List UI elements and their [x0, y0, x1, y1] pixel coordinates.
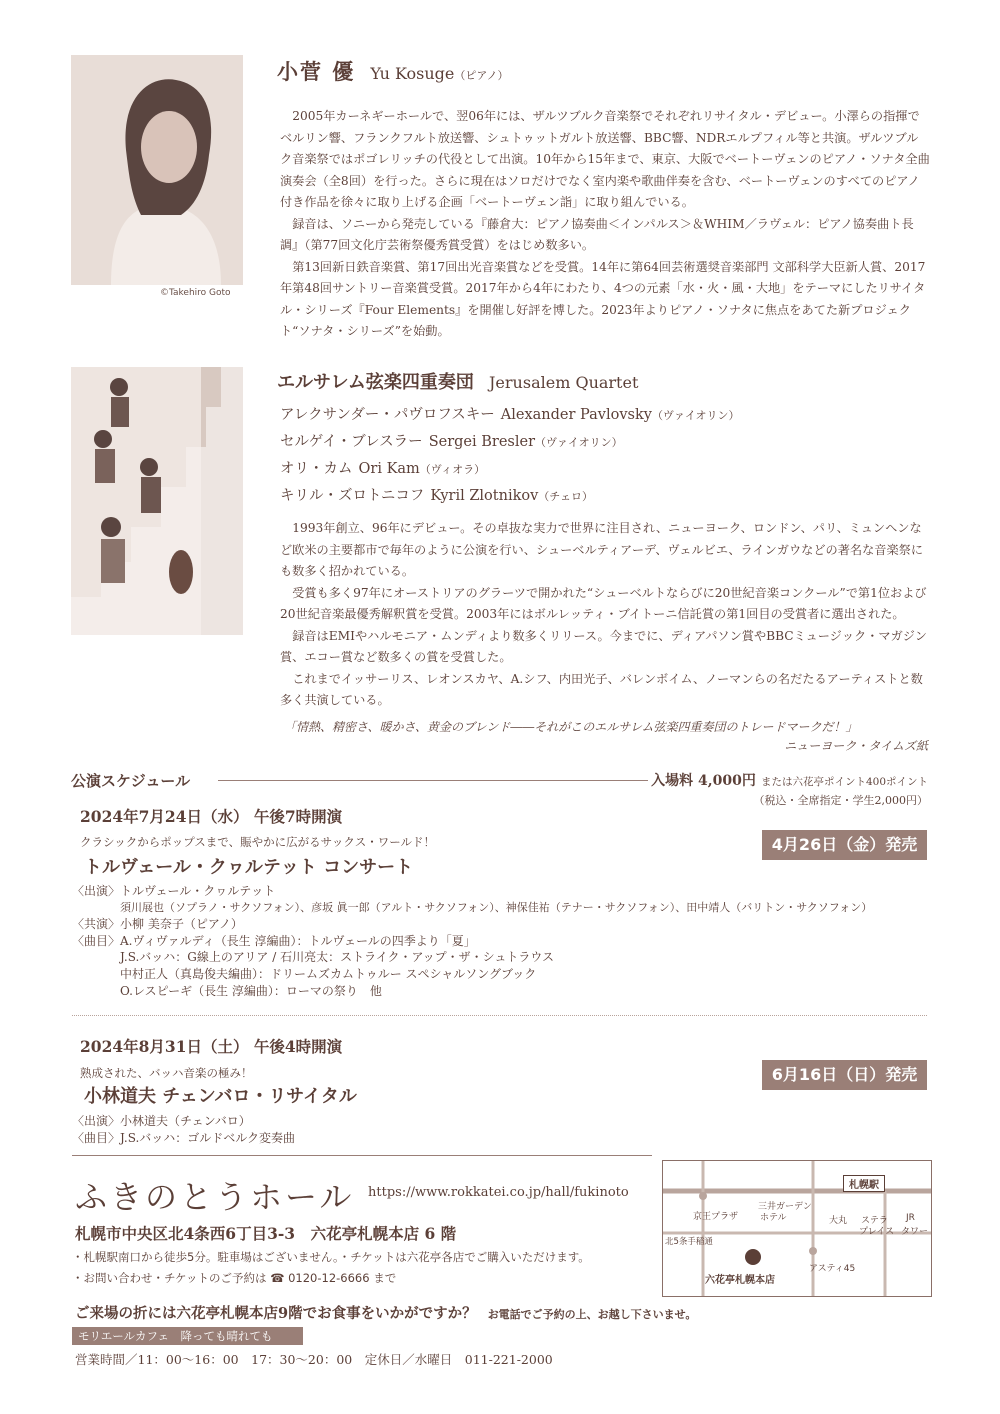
map-label-asty45: アスティ45 — [809, 1264, 856, 1274]
event2-details — [72, 1113, 672, 1146]
jq-bio-p3: 録音はEMIやハルモニア・ムンディより数多くリリース。今までに、ディアパソン賞やBBCミュージック・マガジン賞、エコー賞など数多くの賞を受賞した。 — [280, 628, 927, 664]
price-info — [651, 770, 928, 808]
event2-program: 〈曲目〉J.S.バッハ：ゴルドベルク変奏曲 — [72, 1130, 296, 1145]
venue-access: ・札幌駅南口から徒歩5分。駐車場はございません。・チケットは六花亭各店でご購入いただけます。 — [72, 1250, 590, 1264]
jerusalem-quartet-photo — [71, 367, 243, 635]
member-row — [280, 402, 920, 429]
venue-rule — [72, 1155, 652, 1156]
map-label-jr: JR — [906, 1213, 915, 1223]
event2-tagline: 熟成された、バッハ音楽の極み！ — [80, 1066, 253, 1080]
map-label-hotel: ホテル — [760, 1213, 787, 1223]
member-instrument: （ヴァイオリン） — [651, 409, 740, 422]
jq-members — [280, 402, 920, 510]
member-name-en: Alexander Pavlovsky — [500, 407, 652, 423]
jq-bio-p2: 受賞も多く97年にオーストリアのグラーツで開かれた“シューベルトならびに20世紀音楽コンクール”で第1位および20世紀音楽最優秀解釈賞を受賞。2003年にはボルレッティ・ブイトーニ信託賞の第1回目の受賞者に選出された。 — [280, 585, 927, 621]
quartet-stairs-illustration — [71, 367, 243, 635]
member-instrument: （ヴィオラ） — [419, 463, 486, 476]
cafe-name-badge: モリエールカフェ 降っても晴れても — [72, 1327, 303, 1345]
event1-program: 〈曲目〉A.ヴィヴァルディ（長生 淳編曲）：トルヴェールの四季より「夏」 — [72, 933, 476, 948]
event1-date: 2024年7月24日（水） 午後7時開演 — [80, 807, 343, 826]
price-label: 入場料 4,000円 — [651, 773, 756, 789]
member-name-en: Sergei Bresler — [428, 434, 536, 450]
map-label-kita5: 北5条手稲通 — [665, 1237, 713, 1247]
map-label-keio-plaza: 京王プラザ — [693, 1212, 739, 1222]
jq-quote-source: ニューヨーク・タイムズ紙 — [784, 739, 928, 753]
jq-name-ja: エルサレム弦楽四重奏団 — [277, 372, 474, 393]
schedule-rule — [218, 780, 648, 781]
event1-performer: 〈出演〉トルヴェール・クヮルテット — [72, 884, 276, 898]
event1-members: 須川展也（ソプラノ・サクソフォン）、彦坂 眞一郎（アルト・サクソフォン）、神保佳祐（テナー・サクソフォン）、田中靖人（バリトン・サクソフォン） — [120, 900, 873, 914]
member-name-ja: アレクサンダー・パヴロフスキー — [280, 407, 495, 423]
price-points: または六花亭ポイント400ポイント — [760, 776, 928, 788]
cafe-headline-sub: お電話でご予約の上、お越し下さいませ。 — [487, 1308, 697, 1321]
member-name-ja: セルゲイ・ブレスラー — [280, 434, 423, 450]
yu-bio-p1: 2005年カーネギーホールで、翌06年には、ザルツブルク音楽祭でそれぞれリサイタル・デビュー。小澤らの指揮でベルリン響、フランクフルト放送響、シュトゥットガルト放送響、BBC響、NDRエルプフィル等と共演。ザルツブルク音楽祭ではポゴレリッチの代役として出演。10年から15年まで、東京、大阪でベートーヴェンのピアノ・ソナタ全曲演奏会（全8回）を行った。さらに現在はソロだけでなく室内楽や歌曲伴奏を含む、ベートーヴェンのすべてのピアノ付き作品を徐々に取り上げる企画「ベートーヴェン詣」に取り組んでいる。 — [280, 109, 930, 209]
yu-kosuge-photo — [71, 55, 243, 285]
event1-program-line: 中村正人（真島俊夫編曲）：ドリームズカムトゥルー スペシャルソングブック — [120, 966, 537, 981]
event1-tagline: クラシックからポップスまで、賑やかに広がるサックス・ワールド！ — [80, 835, 436, 849]
yu-heading — [277, 56, 508, 86]
yu-name-ja: 小菅 優 — [277, 59, 356, 84]
member-instrument: （チェロ） — [538, 490, 593, 503]
photo-credit: ©Takehiro Goto — [160, 288, 231, 298]
cafe-headline-row — [75, 1302, 696, 1323]
cafe-headline: ご来場の折には六花亭札幌本店9階でお食事をいかがですか？ — [75, 1305, 477, 1322]
event1-program-line: O.レスピーギ（長生 淳編曲）：ローマの祭り 他 — [120, 983, 382, 998]
event1-details — [72, 883, 932, 999]
event1-program-line: J.S.バッハ：G線上のアリア / 石川亮太：ストライク・アップ・ザ・シュトラウス — [120, 950, 555, 965]
jq-bio — [280, 518, 930, 712]
map-label-rokkatei: 六花亭札幌本店 — [705, 1275, 775, 1286]
schedule-heading: 公演スケジュール — [71, 772, 191, 790]
map-label-stellar: ステラ — [861, 1216, 888, 1226]
member-instrument: （ヴァイオリン） — [535, 436, 623, 449]
price-note: （税込・全席指定・学生2,000円） — [753, 794, 928, 807]
cafe-hours: 営業時間／11：00〜16：00 17：30〜20：00 定休日／水曜日 011-221-2000 — [75, 1352, 553, 1367]
venue-address: 札幌市中央区北4条西6丁目3-3 六花亭札幌本店 6 階 — [75, 1224, 457, 1243]
yu-bio-p2: 録音は、ソニーから発売している『藤倉大：ピアノ協奏曲＜インパルス＞＆WHIM／ラヴェル：ピアノ協奏曲ト長調』（第77回文化庁芸術祭優秀賞受賞）をはじめ数多い。 — [280, 216, 914, 252]
member-row — [280, 483, 920, 510]
event1-guest: 〈共演〉小柳 美奈子（ピアノ） — [72, 917, 243, 932]
map-label-tower: タワー — [901, 1227, 929, 1237]
member-name-en: Ori Kam — [358, 461, 420, 477]
venue-logo: ふきのとうホール — [75, 1178, 355, 1216]
jq-heading — [277, 368, 638, 394]
map-station-label: 札幌駅 — [843, 1175, 885, 1192]
access-map — [662, 1160, 932, 1297]
event-divider — [72, 1015, 927, 1016]
member-row — [280, 429, 920, 456]
member-row — [280, 456, 920, 483]
yu-instrument: （ピアノ） — [454, 69, 509, 82]
venue-url[interactable]: https://www.rokkatei.co.jp/hall/fukinoto — [368, 1185, 629, 1200]
event1-sale-badge: 4月26日（金）発売 — [762, 830, 927, 860]
member-name-en: Kyril Zlotnikov — [430, 488, 539, 504]
map-label-mitsui-garden: 三井ガーデン — [758, 1202, 812, 1212]
event2-date: 2024年8月31日（土） 午後4時開演 — [80, 1037, 343, 1056]
venue-contact: ・お問い合わせ・チケットのご予約は ☎ 0120-12-6666 まで — [72, 1271, 397, 1285]
jq-bio-p1: 1993年創立、96年にデビュー。その卓抜な実力で世界に注目され、ニューヨーク、ロンドン、パリ、ミュンヘンなど欧米の主要都市で毎年のように公演を行い、シューベルティアーデ、ヴェルビエ、ラインガウなどの著名な音楽祭にも数多く招かれている。 — [280, 521, 924, 578]
member-name-ja: オリ・カム — [280, 461, 353, 477]
jq-name-en: Jerusalem Quartet — [489, 373, 639, 392]
member-name-ja: キリル・ズロトニコフ — [280, 488, 425, 504]
event2-performer: 〈出演〉小林道夫（チェンバロ） — [72, 1114, 251, 1128]
yu-bio — [280, 106, 930, 343]
jq-quote: 「情熱、精密さ、暖かさ、黄金のブレンド――それがこのエルサレム弦楽四重奏団のトレードマークだ！」 — [284, 720, 858, 734]
yu-name-en: Yu Kosuge — [370, 64, 455, 83]
event2-title: 小林道夫 チェンバロ・リサイタル — [84, 1086, 357, 1107]
map-label-daimaru: 大丸 — [829, 1216, 848, 1226]
yu-bio-p3: 第13回新日鉄音楽賞、第17回出光音楽賞などを受賞。14年に第64回芸術選奨音楽部門 文部科学大臣新人賞、2017年第48回サントリー音楽賞受賞。2017年から4年にわたり、4つの元素「水・火・風・大地」をテーマにしたリサイタル・シリーズ『Four Elements』を開催し好評を博した。2023年よりピアノ・ソナタに焦点をあてた新プロジェクト“ソナタ・シリーズ”を始動。 — [280, 259, 926, 338]
event2-sale-badge: 6月16日（日）発売 — [762, 1060, 927, 1090]
portrait-illustration — [71, 55, 243, 285]
event1-title: トルヴェール・クヮルテット コンサート — [84, 857, 414, 878]
map-label-place: プレイス — [859, 1227, 895, 1237]
jq-bio-p4: これまでイッサーリス、レオンスカヤ、A.シフ、内田光子、バレンボイム、ノーマンらの名だたるアーティストと数多く共演している。 — [280, 671, 923, 707]
